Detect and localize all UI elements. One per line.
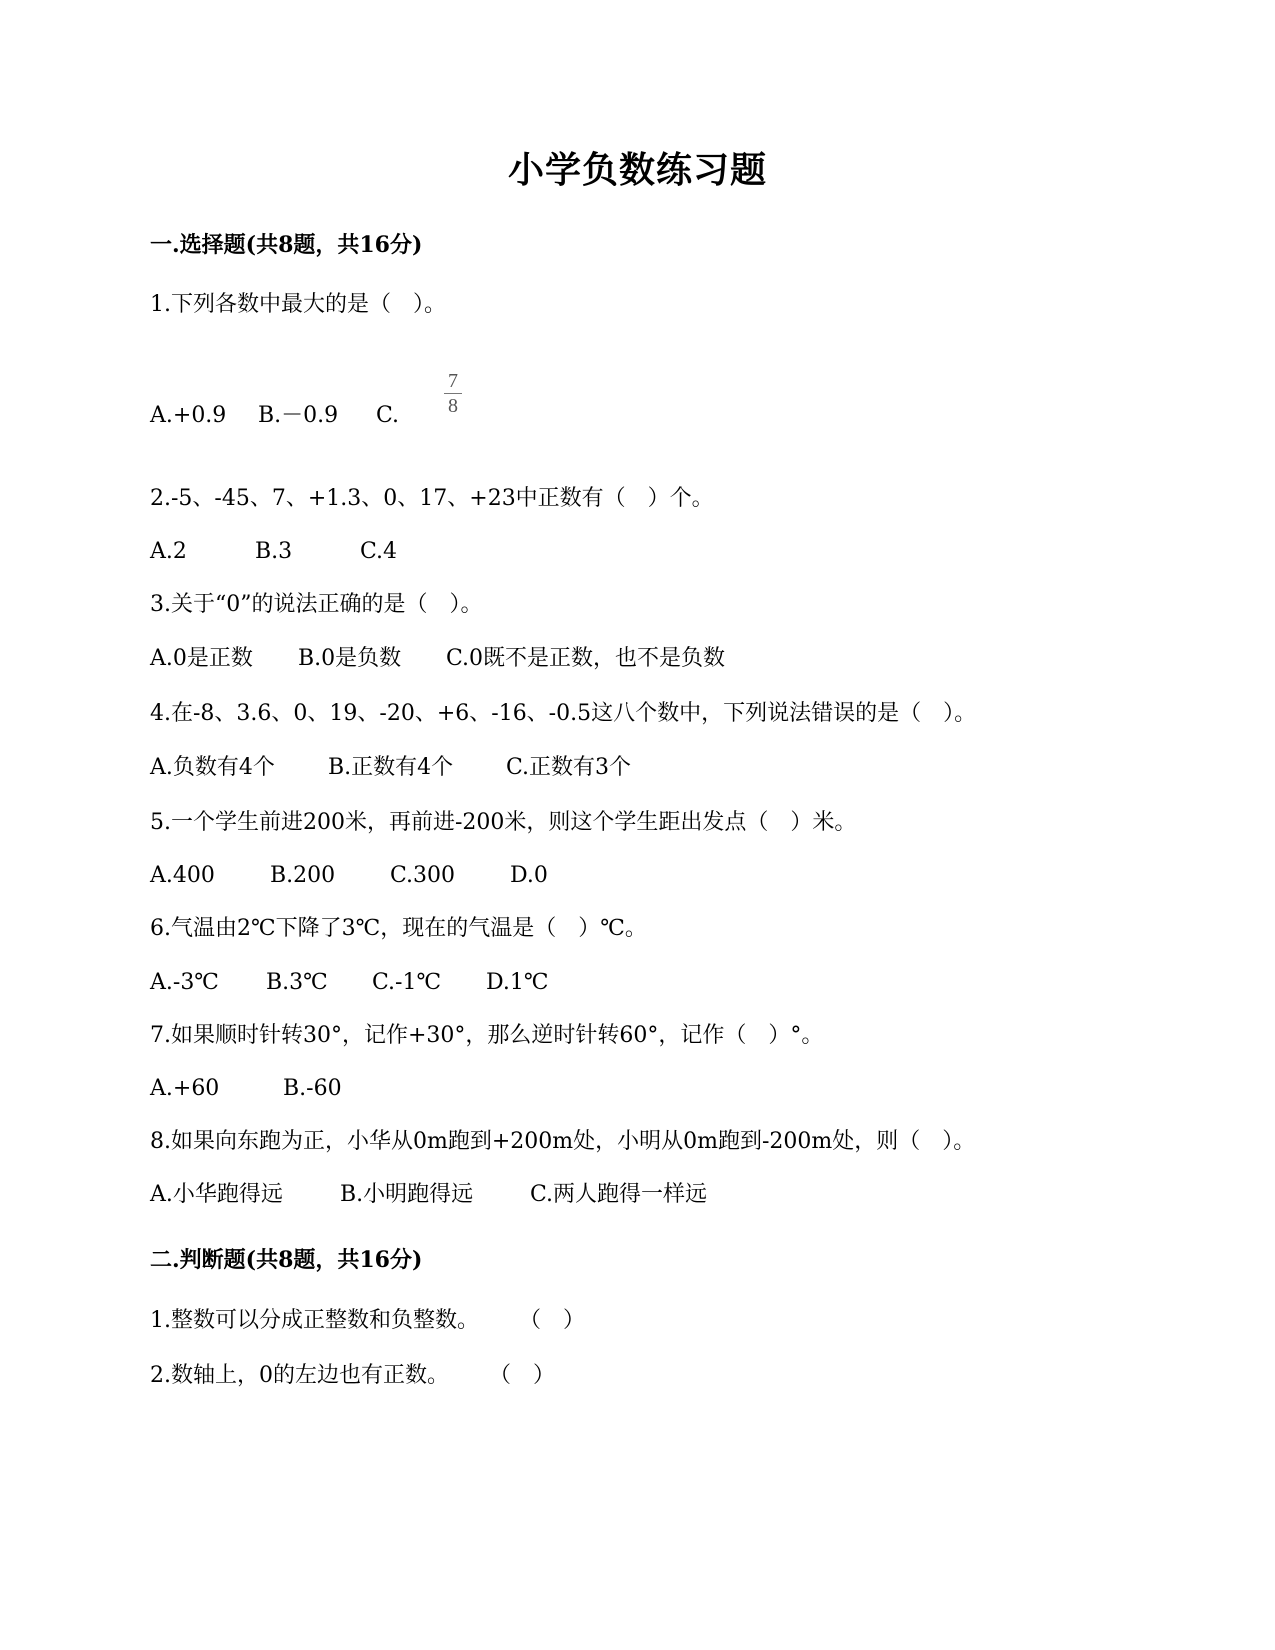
question-3-stem: 3.关于“0”的说法正确的是（ ）。 — [150, 592, 483, 617]
question-2-option-c: C.4 — [360, 539, 398, 564]
question-3-option-b: B.0是负数 — [298, 646, 402, 671]
question-1-stem: 1.下列各数中最大的是（ ）。 — [150, 292, 446, 317]
question-2-stem: 2.-5、-45、7、+1.3、0、17、+23中正数有（ ）个。 — [150, 486, 714, 511]
question-6-option-a: A.-3℃ — [150, 970, 219, 995]
question-2-options — [150, 537, 397, 567]
fraction-numerator: 7 — [448, 370, 458, 392]
question-1-option-c: C. — [376, 403, 400, 428]
question-8-option-c: C.两人跑得一样远 — [530, 1182, 708, 1207]
fraction-denominator: 8 — [448, 395, 458, 417]
question-3-option-c: C.0既不是正数，也不是负数 — [446, 646, 726, 671]
question-4-stem: 4.在-8、3.6、0、19、-20、+6、-16、-0.5这八个数中，下列说法错误的是（ ）。 — [150, 701, 977, 726]
question-5-options — [150, 861, 548, 891]
question-8-option-a: A.小华跑得远 — [150, 1182, 283, 1207]
question-5-stem: 5.一个学生前进200米，再前进-200米，则这个学生距出发点（ ）米。 — [150, 810, 857, 835]
question-7-option-a: A.+60 — [150, 1076, 220, 1101]
question-1-option-a: A.+0.9 — [150, 403, 227, 428]
question-5-option-b: B.200 — [270, 863, 336, 888]
fraction-seven-eighths — [443, 370, 463, 417]
question-2-option-a: A.2 — [150, 539, 187, 564]
question-6-options — [150, 968, 548, 998]
section-heading-true-false: 二.判断题(共8题，共16分) — [150, 1247, 423, 1273]
question-8-option-b: B.小明跑得远 — [340, 1182, 474, 1207]
question-4-option-c: C.正数有3个 — [506, 755, 632, 780]
question-4-options — [150, 753, 631, 783]
question-8-options — [150, 1180, 707, 1210]
question-1-option-b: B.－0.9 — [258, 403, 339, 428]
question-6-option-b: B.3℃ — [266, 970, 328, 995]
question-5-option-c: C.300 — [390, 863, 456, 888]
question-3-option-a: A.0是正数 — [150, 646, 253, 671]
question-6-stem: 6.气温由2℃下降了3℃，现在的气温是（ ）℃。 — [150, 916, 647, 941]
page-title: 小学负数练习题 — [507, 149, 767, 191]
question-6-option-c: C.-1℃ — [372, 970, 442, 995]
question-1-options — [150, 401, 399, 431]
question-7-options — [150, 1074, 342, 1104]
fraction-bar — [444, 393, 462, 394]
question-8-stem: 8.如果向东跑为正，小华从0m跑到+200m处，小明从0m跑到-200m处，则（ ）。 — [150, 1129, 976, 1154]
judgment-1 — [150, 1306, 585, 1336]
judgment-2-stem: 2.数轴上，0的左边也有正数。 — [150, 1363, 449, 1388]
judgment-2-answer-paren: （ ） — [489, 1363, 556, 1388]
question-4-option-a: A.负数有4个 — [150, 755, 275, 780]
section-heading-choice: 一.选择题(共8题，共16分) — [150, 232, 423, 258]
question-2-option-b: B.3 — [255, 539, 293, 564]
question-7-option-b: B.-60 — [283, 1076, 342, 1101]
question-6-option-d: D.1℃ — [486, 970, 549, 995]
question-7-stem: 7.如果顺时针转30°，记作+30°，那么逆时针转60°，记作（ ）°。 — [150, 1023, 824, 1048]
question-5-option-a: A.400 — [150, 863, 215, 888]
judgment-1-stem: 1.整数可以分成正整数和负整数。 — [150, 1308, 479, 1333]
judgment-1-answer-paren: （ ） — [519, 1308, 586, 1333]
question-3-options — [150, 644, 725, 674]
judgment-2 — [150, 1361, 555, 1391]
question-5-option-d: D.0 — [510, 863, 548, 888]
question-4-option-b: B.正数有4个 — [328, 755, 454, 780]
